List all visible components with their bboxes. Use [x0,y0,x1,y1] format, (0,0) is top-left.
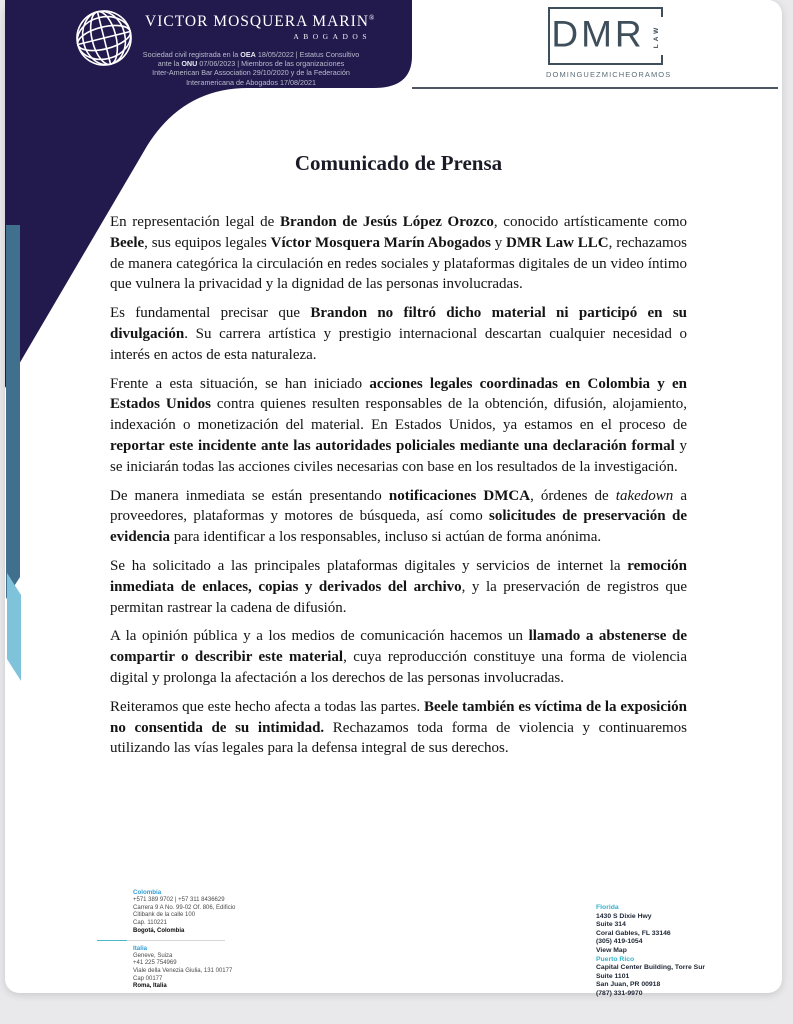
office-city: Bogotá, Colombia [133,927,185,934]
footer-right [596,904,726,999]
office-detail-line: (305) 419-1054 [596,938,643,946]
header-divider [412,87,778,89]
firm-wordmark [145,13,375,41]
office-region: Italia [133,944,148,952]
paragraph: Reiteramos que este hecho afecta a todas las partes. Beele también es víctima de la exposición no consentida de su intimidad. Rechazamos toda forma de violencia y continuaremos utilizando las vías legales para la defensa integral de sus derechos. [110,698,687,757]
dmr-wordmark: DMR [551,13,645,55]
dmr-partner-name: DOMINGUEZ [546,70,602,79]
paragraph: Se ha solicitado a las principales plataformas digitales y servicios de internet la remoción inmediata de enlaces, copias y derivados del archivo, y la preservación de registros que permitan rastrear la cadena de difusión. [110,557,687,616]
press-release [110,150,687,767]
office-detail-line: 1430 S Dixie Hwy [596,912,652,920]
firm-tagline: ABOGADOS [293,32,371,41]
office-block [133,889,283,936]
left-ribbon-decoration [5,225,29,695]
office-city: Roma, Italia [133,983,167,990]
paragraph: De manera inmediata se están presentando notificaciones DMCA, órdenes de takedown a proveedores, plataformas y motores de búsqueda, así como solicitudes de preservación de evidencia para identificar a los responsables, incluso si actúan de forma anónima. [110,487,687,546]
dmr-partner-name: MICHEO [601,70,639,79]
office-detail-line: Viale della Venezia Giulia, 131 00177 [133,967,233,974]
footer-divider [97,940,225,941]
credential-line: Inter-American Bar Association 29/10/2020 y de la Federación [152,68,350,78]
office-detail-line: (787) 331-9970 [596,989,643,997]
office-detail-line: Citibank de la calle 100 [133,912,196,919]
office-detail-line: Cap. 110221 [133,920,167,927]
paragraph: Es fundamental precisar que Brandon no filtró dicho material ni participó en su divulgación. Su carrera artística y prestigio internacional descartan cualquier necesidad o interés en actos de esta naturaleza. [110,305,687,363]
credential-line: Sociedad civil registrada en la OEA 18/05/2022 | Estatus Consultivo [142,50,360,59]
credential-line: Interamericana de Abogados 17/08/2021 [186,77,316,87]
paragraph: Frente a esta situación, se han iniciado acciones legales coordinadas en Colombia y en Estados Unidos contra quienes resulten responsables de la obtención, difusión, alojamiento, indexación o monetización del material. En Estados Unidos, ya estamos en el proceso de reportar este incidente ante las autoridades policiales mediante una declaración formal y se iniciarán todas las acciones civiles necesarias con base en los resultados de la investigación. [110,375,687,475]
office-detail-line: +41 225 754969 [133,960,177,967]
office-block [596,956,726,999]
office-block [596,904,726,956]
dmr-logo [548,7,663,65]
press-release-body [110,212,687,759]
office-region: Puerto Rico [596,955,635,963]
office-detail-line: Geneve, Suiza [133,952,173,959]
office-region: Colombia [133,889,162,896]
office-block [133,945,283,992]
document-page [5,0,782,997]
paragraph: A la opinión pública y a los medios de comunicación hacemos un llamado a abstenerse de compartir o describir este material, cuya reproducción constituye una forma de violencia digital y prolonga la afectación a los derechos de las personas involucradas. [110,628,687,686]
office-detail-line: Capital Center Building, Torre Sur [596,964,706,972]
office-detail-line: +571 389 9702 | +57 311 8436629 [133,897,225,903]
office-region: Florida [596,904,619,911]
document-title: Comunicado de Prensa [294,151,503,175]
office-detail-line: Suite 314 [596,921,626,929]
dmr-partners [546,70,672,79]
paragraph: En representación legal de Brandon de Jesús López Orozco, conocido artísticamente como Beele, sus equipos legales Víctor Mosquera Marín Abogados y DMR Law LLC, rechazamos de manera categórica la circulación en redes sociales y plataformas digitales de un video íntimo que vulnera la privacidad y la dignidad de las personas involucradas. [110,214,687,293]
office-detail-line: Coral Gables, FL 33146 [596,929,671,937]
footer-left [133,889,283,991]
firm-credentials [123,50,379,87]
dmr-partner-name: RAMOS [638,70,672,79]
dmr-law-vertical-label: LAW [650,17,663,55]
registered-trademark-symbol: ® [368,13,376,22]
firm-name: VICTOR MOSQUERA MARIN® [145,13,376,30]
office-detail-line: Cap 00177 [133,975,163,982]
office-detail-line: San Juan, PR 00918 [596,981,661,989]
office-detail-line: Suite 1101 [596,972,630,980]
view-map-link[interactable]: View Map [596,946,627,954]
credential-line: ante la ONU 07/06/2023 | Miembros de las organizaciones [157,59,345,69]
office-detail-line: Carrera 9 A No. 99-02 Of. 806, Edificio [133,904,236,911]
